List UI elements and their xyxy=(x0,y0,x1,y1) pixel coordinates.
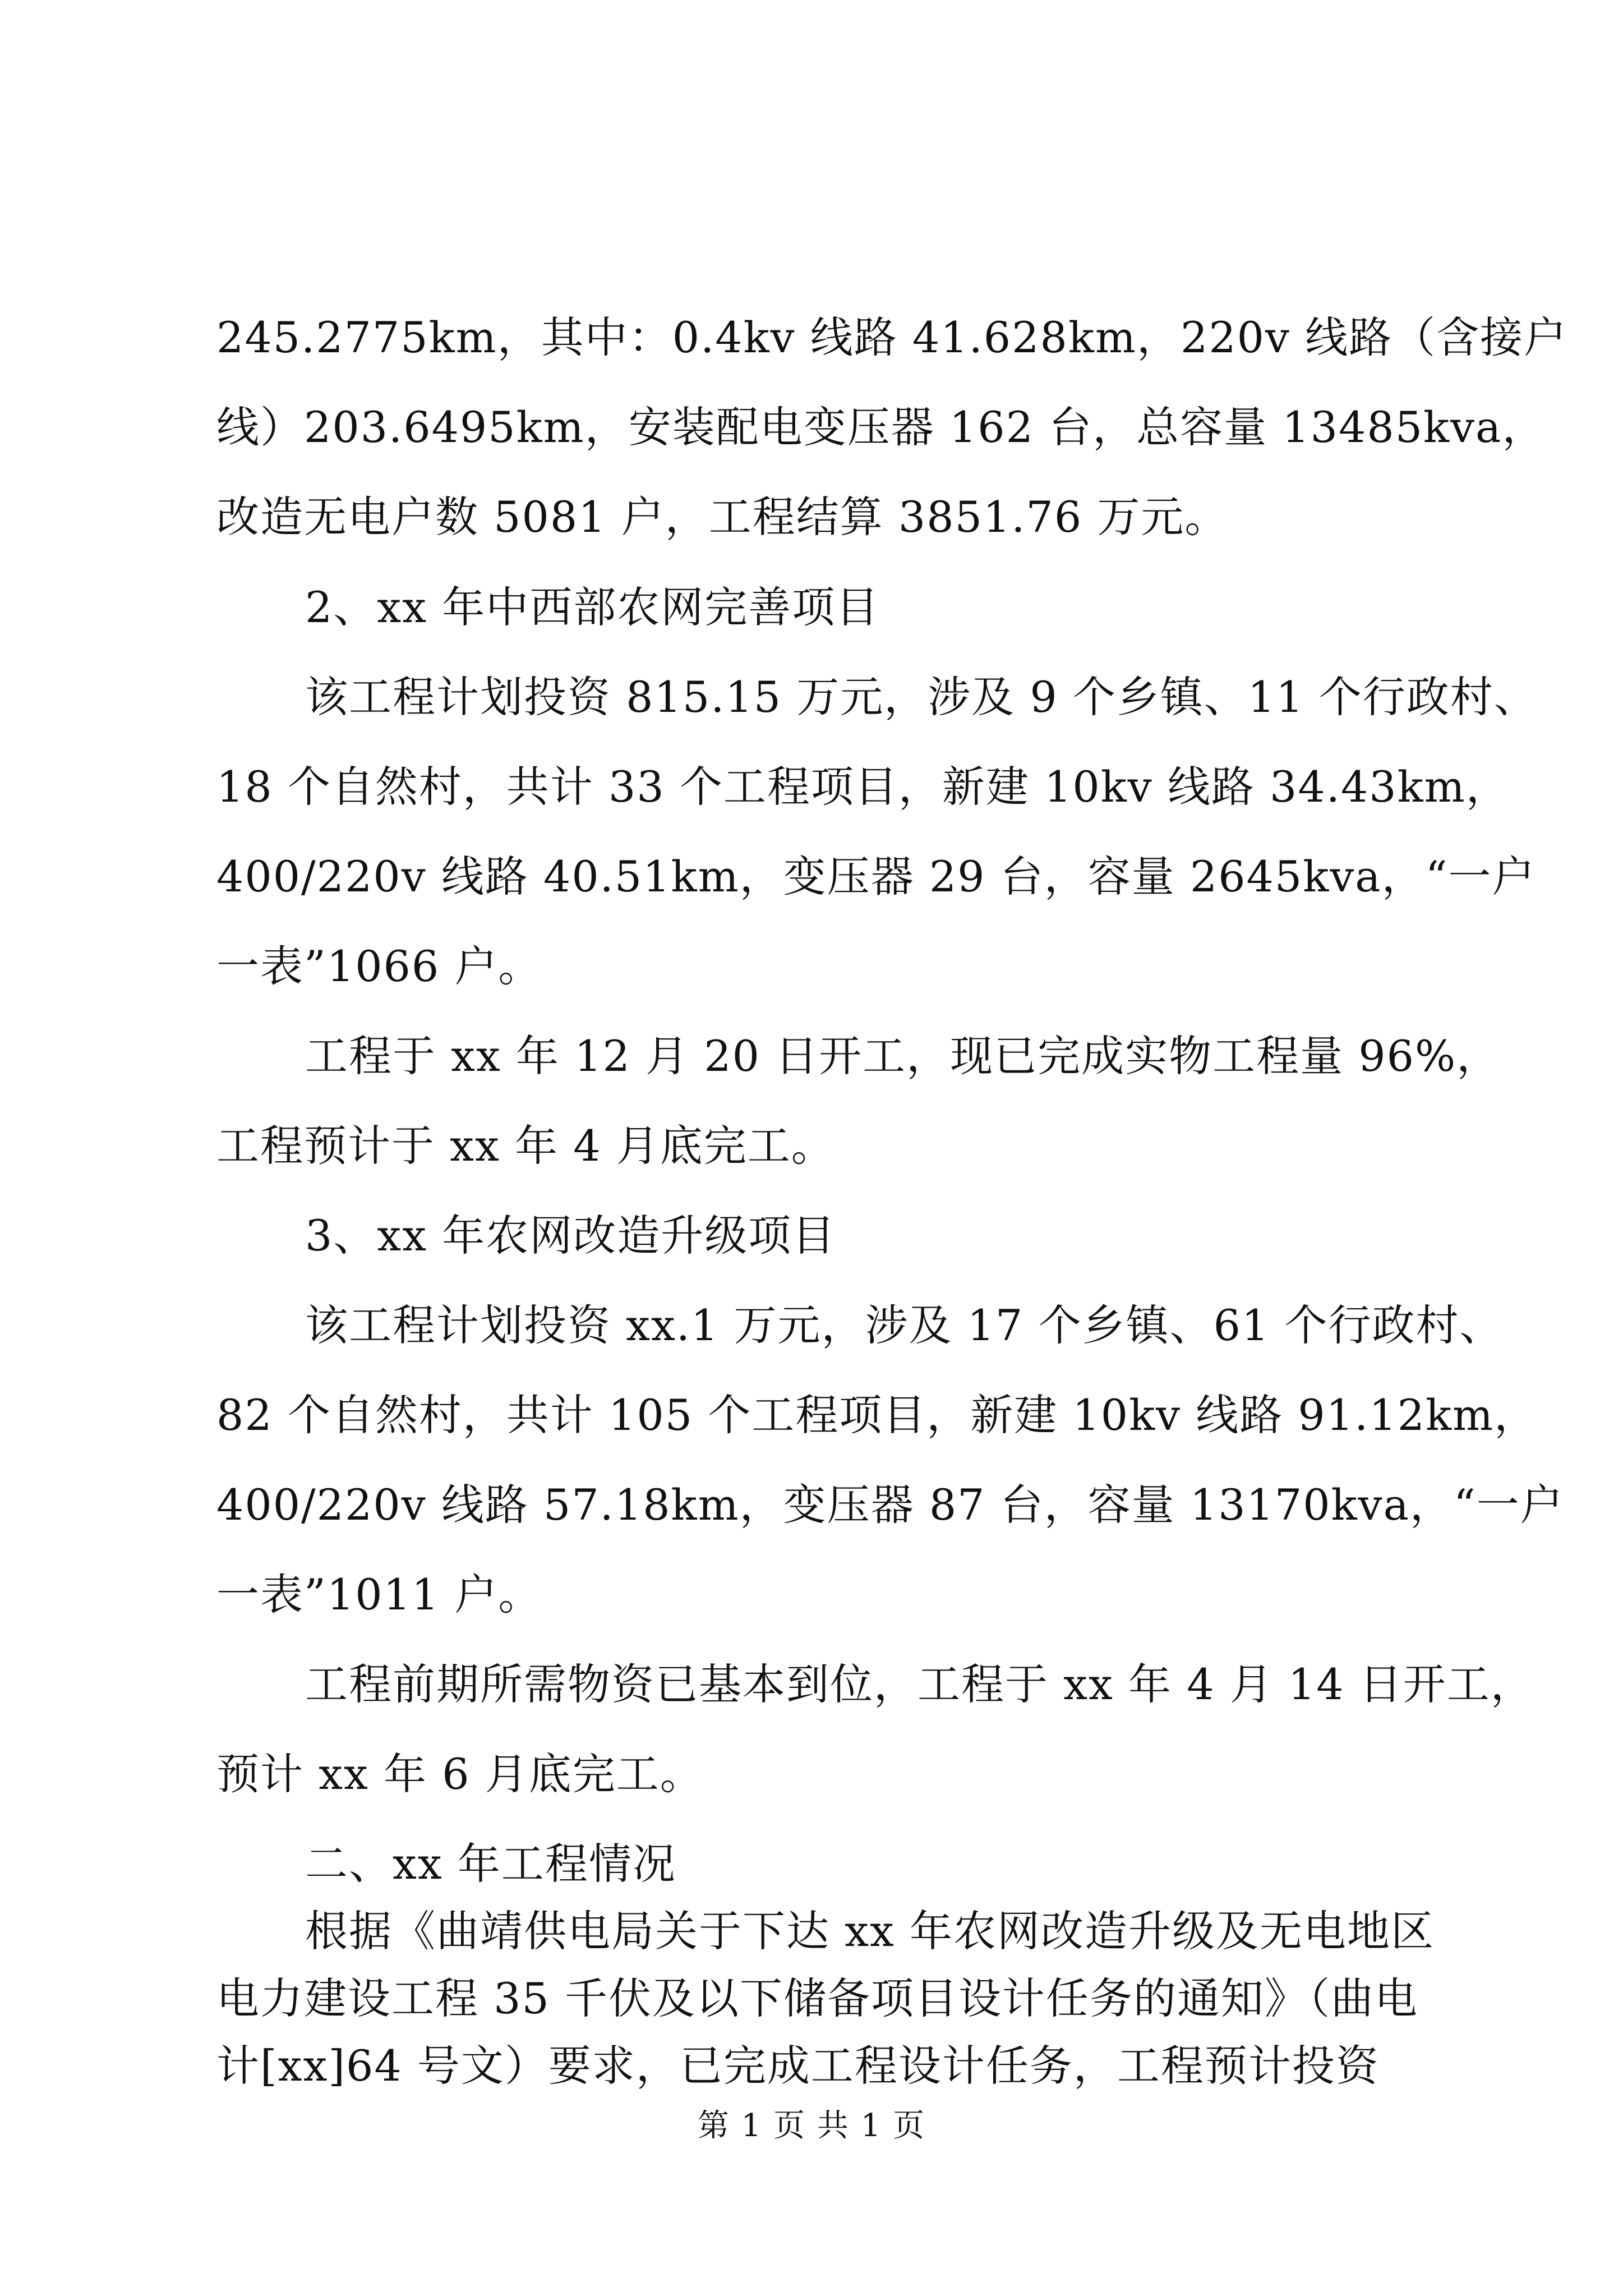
text-line: 400/220v 线路 40.51km，变压器 29 台，容量 2645kva，“一户 xyxy=(216,852,1536,901)
text-line: 预计 xx 年 6 月底完工。 xyxy=(216,1749,704,1799)
section-heading: 二、xx 年工程情况 xyxy=(305,1839,676,1889)
text-line: 工程前期所需物资已基本到位，工程于 xx 年 4 月 14 日开工， xyxy=(305,1659,1534,1709)
text-line: 400/220v 线路 57.18km，变压器 87 台，容量 13170kva，“一户 xyxy=(216,1480,1564,1530)
page-footer: 第 1 页 共 1 页 xyxy=(697,2108,926,2144)
text-line: 改造无电户数 5081 户，工程结算 3851.76 万元。 xyxy=(216,492,1229,542)
text-line: 工程预计于 xx 年 4 月底完工。 xyxy=(216,1121,835,1171)
text-line: 线）203.6495km，安装配电变压器 162 台，总容量 13485kva， xyxy=(216,402,1546,452)
section-heading: 2、xx 年中西部农网完善项目 xyxy=(305,582,880,632)
text-line: 该工程计划投资 815.15 万元，涉及 9 个乡镇、11 个行政村、 xyxy=(305,672,1538,722)
text-line: 电力建设工程 35 千伏及以下储备项目设计任务的通知》（曲电 xyxy=(216,1973,1419,2023)
text-line: 该工程计划投资 xx.1 万元，涉及 17 个乡镇、61 个行政村、 xyxy=(305,1300,1504,1350)
text-line: 一表”1066 户。 xyxy=(216,941,542,991)
section-heading: 3、xx 年农网改造升级项目 xyxy=(305,1211,836,1260)
text-line: 82 个自然村，共计 105 个工程项目，新建 10kv 线路 91.12km， xyxy=(216,1390,1538,1440)
text-line: 工程于 xx 年 12 月 20 日开工，现已完成实物工程量 96%， xyxy=(305,1031,1501,1081)
text-line: 18 个自然村，共计 33 个工程项目，新建 10kv 线路 34.43km， xyxy=(216,762,1510,812)
text-line: 一表”1011 户。 xyxy=(216,1570,542,1619)
text-line: 根据《曲靖供电局关于下达 xx 年农网改造升级及无电地区 xyxy=(305,1906,1435,1956)
text-line: 245.2775km，其中：0.4kv 线路 41.628km，220v 线路（含接户 xyxy=(216,312,1568,362)
text-line: 计[xx]64 号文）要求，已完成工程设计任务，工程预计投资 xyxy=(216,2041,1380,2091)
